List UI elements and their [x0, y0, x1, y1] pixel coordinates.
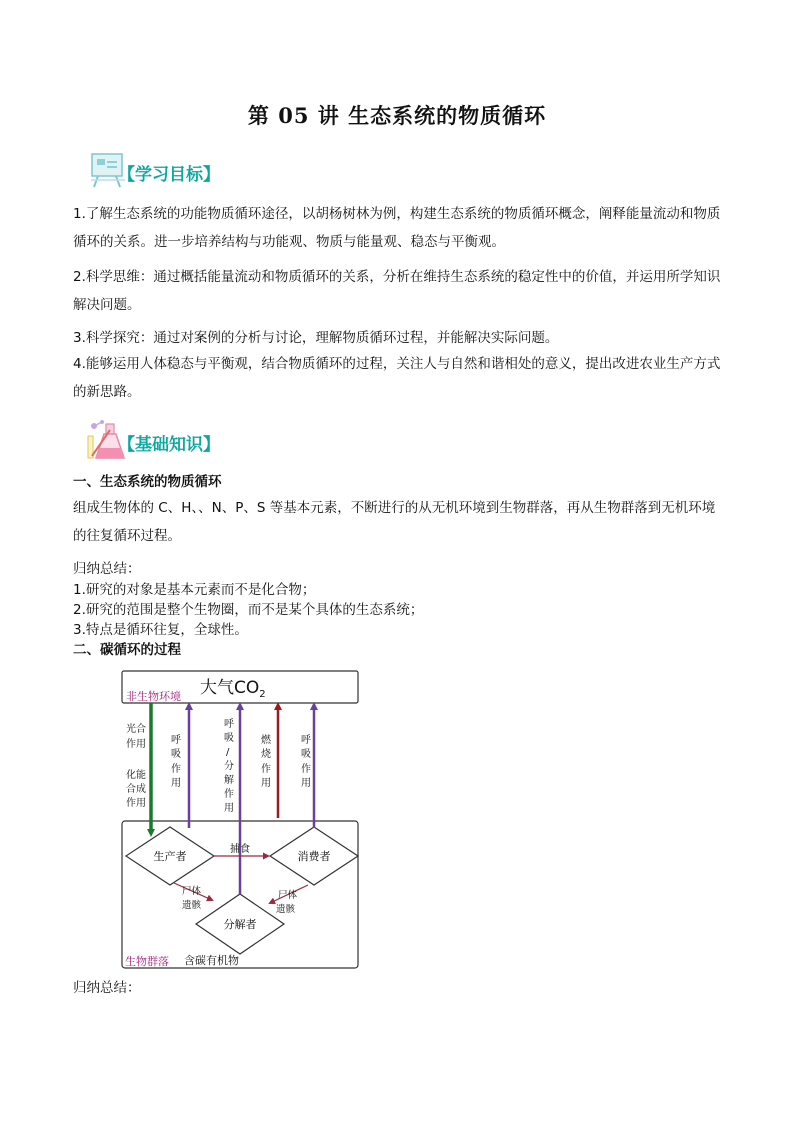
producer-label: 生产者 [153, 850, 187, 863]
abiotic-label: 非生物环境 [126, 690, 181, 703]
objective-item-3: 3.科学探究：通过对案例的分析与讨论，理解物质循环过程，并能解决实际问题。 [73, 330, 559, 346]
remains-label-2: 尸体 遗骸 [276, 890, 298, 915]
objective-item-4: 4.能够运用人体稳态与平衡观，结合物质循环的过程，关注人与自然和谐相处的意义，提出改进农业生产方式的新思路。 [73, 356, 721, 400]
respiration-label-1: 呼 吸 作 用 [171, 735, 181, 789]
objectives-header [88, 150, 388, 194]
chemosynthesis-label: 化能 合成 作用 [126, 770, 146, 809]
carbon-cycle-diagram [118, 668, 362, 971]
summary-item-3: 3.特点是循环往复，全球性。 [73, 622, 248, 638]
combustion-label: 燃 烧 作 用 [261, 735, 271, 789]
respiration-label-2: 呼 吸 作 用 [301, 735, 311, 789]
summary-item-1: 1.研究的对象是基本元素而不是化合物； [73, 582, 316, 598]
section-1-text: 组成生物体的 C、H、、N、P、S 等基本元素，不断进行的从无机环境到生物群落，再从生物群落到无机环境的往复循环过程。 [73, 500, 716, 544]
photosynthesis-label: 光合 作用 [126, 724, 146, 750]
section-2-title: 二、碳循环的过程 [73, 642, 181, 658]
remains-label-1: 尸体 遗骸 [182, 886, 202, 911]
atmosphere-label: 大气$CO_2$ [200, 678, 266, 700]
section-1-title: 一、生态系统的物质循环 [73, 474, 222, 490]
predation-label: 捕食 [230, 844, 250, 855]
page-title: 第 05 讲 生态系统的物质循环 [247, 103, 547, 128]
summary-item-2: 2.研究的范围是整个生物圈，而不是某个具体的生态系统； [73, 602, 424, 618]
basics-header [88, 420, 388, 464]
basics-heading: 【基础知识】 [118, 435, 220, 455]
organic-label: 含碳有机物 [184, 954, 239, 967]
objective-item-2: 2.科学思维：通过概括能量流动和物质循环的关系，分析在维持生态系统的稳定性中的价值，并运用所学知识解决问题。 [73, 269, 721, 313]
decomposer-label: 分解者 [223, 918, 257, 931]
objectives-heading: 【学习目标】 [118, 165, 220, 185]
summary-label-2: 归纳总结： [73, 980, 141, 996]
consumer-label: 消费者 [297, 850, 331, 863]
summary-label: 归纳总结： [73, 561, 141, 577]
objective-item-1: 1.了解生态系统的功能物质循环途径，以胡杨树林为例，构建生态系统的物质循环概念，阐释能量流动和物质循环的关系。进一步培养结构与功能观、物质与能量观、稳态与平衡观。 [73, 206, 721, 250]
respiration-decomposition-label: 呼 吸 / 分 解 作 用 [224, 719, 234, 814]
community-label: 生物群落 [125, 955, 169, 968]
